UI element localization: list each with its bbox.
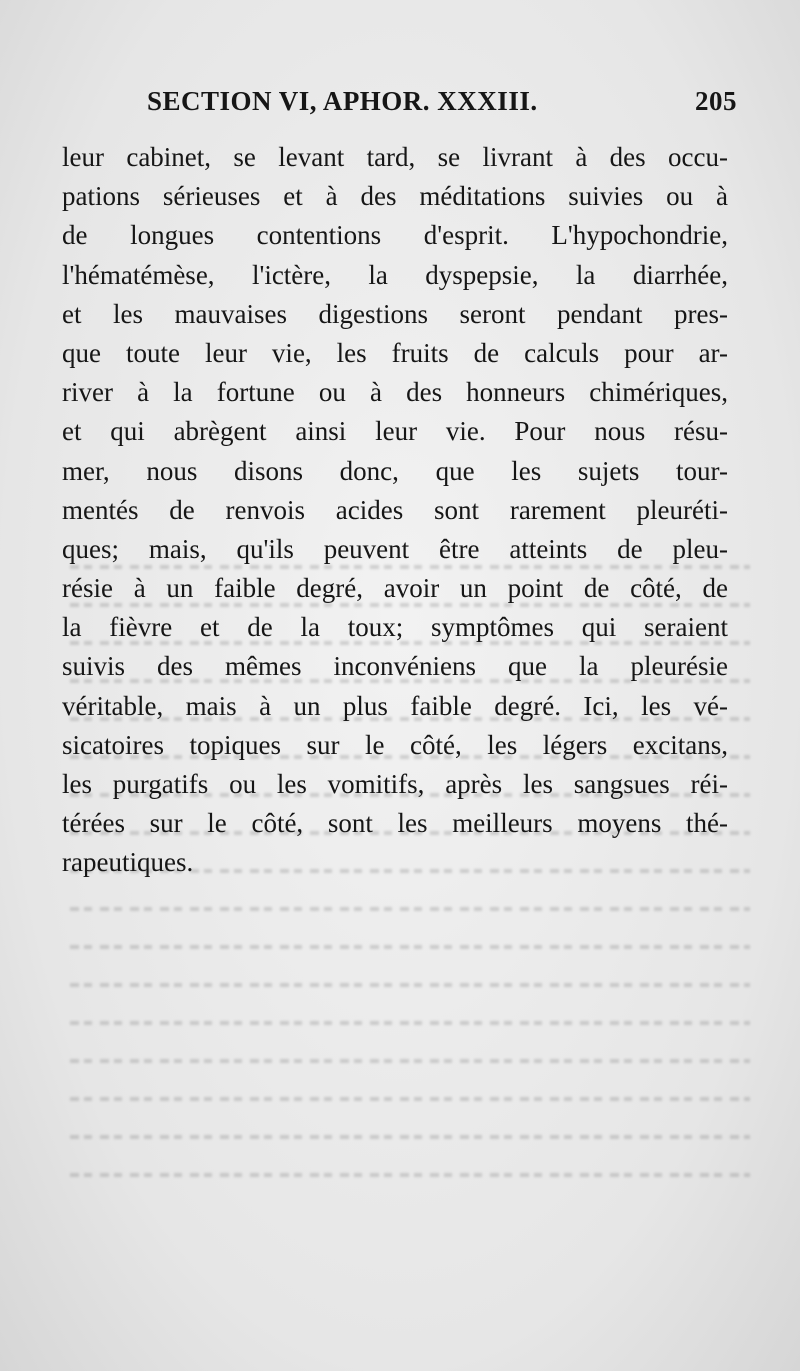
running-head: SECTION VI, APHOR. XXXIII.	[147, 86, 538, 116]
text-line: et qui abrègent ainsi leur vie. Pour nous résu-	[62, 416, 728, 447]
text-line: ques; mais, qu'ils peuvent être atteints de pleu-	[62, 533, 728, 564]
text-line: leur cabinet, se levant tard, se livrant à des occu-	[62, 142, 728, 172]
text-line: pations sérieuses et à des méditations suivies ou à	[62, 181, 728, 212]
text-line: de longues contentions d'esprit. L'hypochondrie,	[62, 220, 728, 251]
text-line: résie à un faible degré, avoir un point de côté, de	[62, 573, 728, 604]
text-line: mentés de renvois acides sont rarement pleuréti-	[62, 494, 728, 525]
page-number: 205	[695, 86, 737, 116]
text-line: véritable, mais à un plus faible degré. Ici, les vé-	[62, 690, 728, 721]
text-line: et les mauvaises digestions seront pendant pres-	[62, 298, 728, 329]
text-line: la fièvre et de la toux; symptômes qui seraient	[62, 612, 728, 643]
text-line: river à la fortune ou à des honneurs chimériques,	[62, 377, 728, 408]
text-line: mer, nous disons donc, que les sujets tour-	[62, 455, 728, 486]
text-line: l'hématémèse, l'ictère, la dyspepsie, la diarrhée,	[62, 259, 728, 290]
body-text	[62, 138, 728, 883]
text-line: que toute leur vie, les fruits de calculs pour ar-	[62, 337, 728, 368]
text-line: suivis des mêmes inconvéniens que la pleurésie	[62, 651, 728, 682]
text-line: sicatoires topiques sur le côté, les légers excitans,	[62, 729, 728, 760]
text-line: les purgatifs ou les vomitifs, après les sangsues réi-	[62, 769, 728, 799]
text-line: rapeutiques.	[62, 847, 194, 878]
page-header	[147, 86, 737, 126]
text-line: térées sur le côté, sont les meilleurs moyens thé-	[62, 808, 728, 839]
